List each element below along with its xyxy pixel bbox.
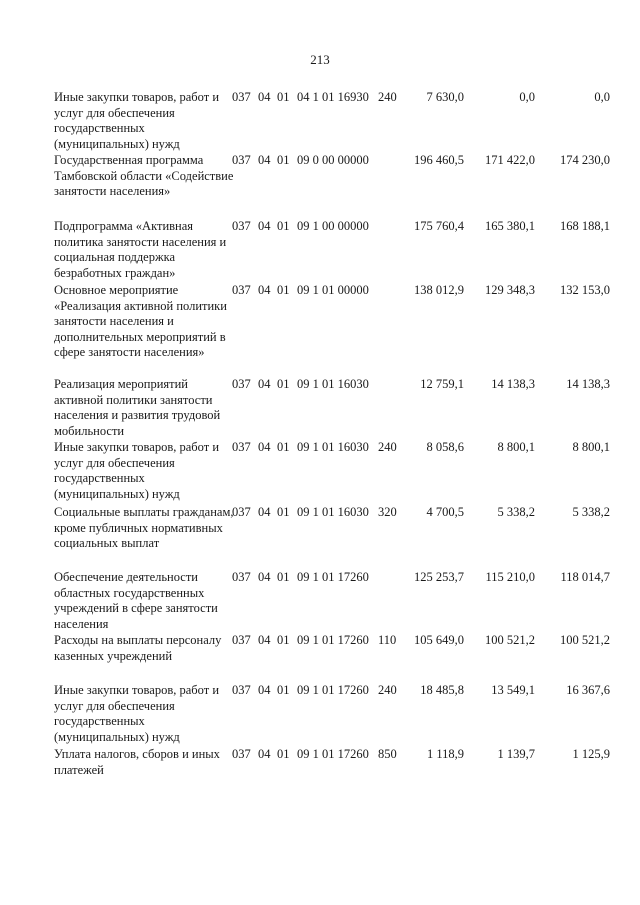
section-code: 04 xyxy=(258,683,271,697)
subsection-code: 01 xyxy=(277,90,290,104)
value-year-1: 7 630,0 xyxy=(426,90,464,104)
subsection-code: 01 xyxy=(277,505,290,519)
value-year-3: 0,0 xyxy=(594,90,610,104)
expense-type-code: 240 xyxy=(378,440,397,454)
target-code: 09 1 01 17260 xyxy=(297,570,369,584)
section-code: 04 xyxy=(258,505,271,519)
section-code: 04 xyxy=(258,153,271,167)
section-code: 04 xyxy=(258,633,271,647)
section-code: 04 xyxy=(258,283,271,297)
value-year-1: 175 760,4 xyxy=(414,219,464,233)
value-year-3: 174 230,0 xyxy=(560,153,610,167)
target-code: 09 0 00 00000 xyxy=(297,153,369,167)
value-year-1: 138 012,9 xyxy=(414,283,464,297)
value-year-2: 171 422,0 xyxy=(485,153,535,167)
ministry-code: 037 xyxy=(232,570,251,584)
value-year-3: 5 338,2 xyxy=(572,505,610,519)
target-code: 09 1 00 00000 xyxy=(297,219,369,233)
row-name: Основное мероприятие «Реализация активной политики занятости населения и дополнительных мероприятий в сфере занятости населения» xyxy=(54,283,227,359)
ministry-code: 037 xyxy=(232,377,251,391)
value-year-2: 0,0 xyxy=(519,90,535,104)
row-name: Уплата налогов, сборов и иных платежей xyxy=(54,747,220,777)
subsection-code: 01 xyxy=(277,633,290,647)
value-year-1: 12 759,1 xyxy=(420,377,464,391)
expense-type-code: 320 xyxy=(378,505,397,519)
subsection-code: 01 xyxy=(277,570,290,584)
subsection-code: 01 xyxy=(277,219,290,233)
expense-type-code: 850 xyxy=(378,747,397,761)
subsection-code: 01 xyxy=(277,683,290,697)
row-name: Иные закупки товаров, работ и услуг для обеспечения государственных (муниципальных) нужд xyxy=(54,90,220,151)
value-year-1: 196 460,5 xyxy=(414,153,464,167)
section-code: 04 xyxy=(258,377,271,391)
value-year-1: 8 058,6 xyxy=(426,440,464,454)
target-code: 09 1 01 16030 xyxy=(297,377,369,391)
expense-type-code: 240 xyxy=(378,90,397,104)
section-code: 04 xyxy=(258,219,271,233)
value-year-2: 1 139,7 xyxy=(497,747,535,761)
value-year-1: 18 485,8 xyxy=(420,683,464,697)
value-year-3: 132 153,0 xyxy=(560,283,610,297)
row-name: Социальные выплаты гражданам, кроме публичных нормативных социальных выплат xyxy=(54,505,234,550)
value-year-3: 1 125,9 xyxy=(572,747,610,761)
target-code: 09 1 01 16030 xyxy=(297,440,369,454)
ministry-code: 037 xyxy=(232,90,251,104)
section-code: 04 xyxy=(258,90,271,104)
row-name: Обеспечение деятельности областных государственных учреждений в сфере занятости населения xyxy=(54,570,218,631)
ministry-code: 037 xyxy=(232,505,251,519)
subsection-code: 01 xyxy=(277,747,290,761)
section-code: 04 xyxy=(258,747,271,761)
ministry-code: 037 xyxy=(232,747,251,761)
ministry-code: 037 xyxy=(232,440,251,454)
value-year-3: 16 367,6 xyxy=(566,683,610,697)
ministry-code: 037 xyxy=(232,683,251,697)
row-name: Расходы на выплаты персоналу казенных учреждений xyxy=(54,633,222,663)
section-code: 04 xyxy=(258,570,271,584)
value-year-2: 165 380,1 xyxy=(485,219,535,233)
subsection-code: 01 xyxy=(277,440,290,454)
ministry-code: 037 xyxy=(232,633,251,647)
value-year-3: 14 138,3 xyxy=(566,377,610,391)
value-year-2: 13 549,1 xyxy=(491,683,535,697)
value-year-3: 100 521,2 xyxy=(560,633,610,647)
value-year-3: 8 800,1 xyxy=(572,440,610,454)
value-year-2: 5 338,2 xyxy=(497,505,535,519)
ministry-code: 037 xyxy=(232,219,251,233)
value-year-2: 100 521,2 xyxy=(485,633,535,647)
target-code: 09 1 01 16030 xyxy=(297,505,369,519)
page-number: 213 xyxy=(310,52,330,67)
target-code: 09 1 01 17260 xyxy=(297,683,369,697)
expense-type-code: 240 xyxy=(378,683,397,697)
row-name: Иные закупки товаров, работ и услуг для обеспечения государственных (муниципальных) нужд xyxy=(54,440,220,501)
expense-type-code: 110 xyxy=(378,633,397,647)
value-year-1: 1 118,9 xyxy=(426,747,464,761)
value-year-2: 8 800,1 xyxy=(497,440,535,454)
value-year-1: 125 253,7 xyxy=(414,570,464,584)
subsection-code: 01 xyxy=(277,283,290,297)
value-year-3: 118 014,7 xyxy=(560,570,610,584)
value-year-3: 168 188,1 xyxy=(560,219,610,233)
subsection-code: 01 xyxy=(277,377,290,391)
value-year-2: 129 348,3 xyxy=(485,283,535,297)
target-code: 09 1 01 17260 xyxy=(297,633,369,647)
row-name: Государственная программа Тамбовской области «Содействие занятости населения» xyxy=(54,153,234,198)
target-code: 04 1 01 16930 xyxy=(297,90,369,104)
section-code: 04 xyxy=(258,440,271,454)
value-year-1: 105 649,0 xyxy=(414,633,464,647)
subsection-code: 01 xyxy=(277,153,290,167)
value-year-1: 4 700,5 xyxy=(426,505,464,519)
target-code: 09 1 01 17260 xyxy=(297,747,369,761)
ministry-code: 037 xyxy=(232,283,251,297)
ministry-code: 037 xyxy=(232,153,251,167)
row-name: Подпрограмма «Активная политика занятости населения и социальная поддержка безработных граждан» xyxy=(54,219,227,280)
row-name: Реализация мероприятий активной политики занятости населения и развития трудовой мобильности xyxy=(54,377,221,438)
value-year-2: 115 210,0 xyxy=(485,570,535,584)
row-name: Иные закупки товаров, работ и услуг для обеспечения государственных (муниципальных) нужд xyxy=(54,683,220,744)
value-year-2: 14 138,3 xyxy=(491,377,535,391)
target-code: 09 1 01 00000 xyxy=(297,283,369,297)
